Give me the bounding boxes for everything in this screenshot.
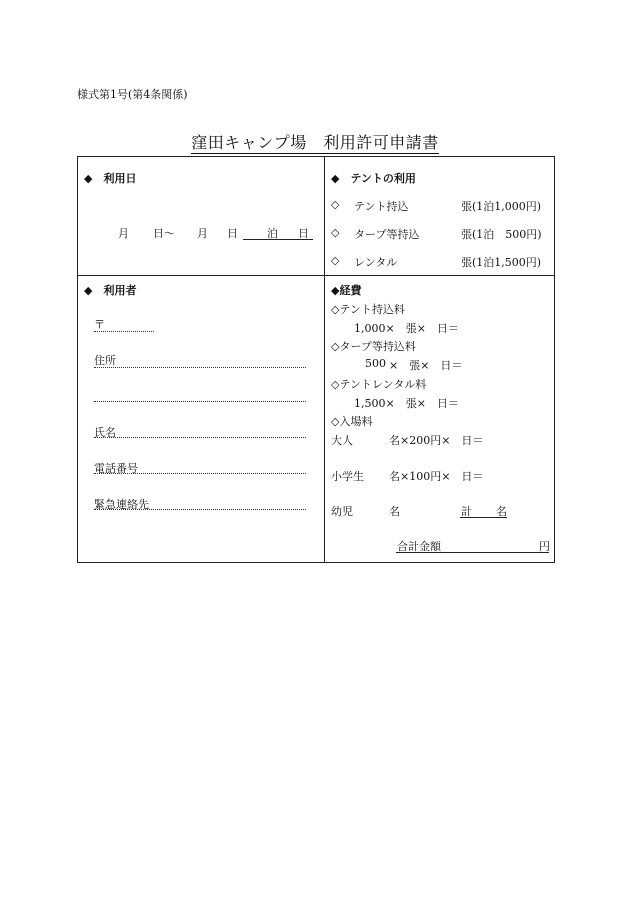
grand-total-label: 合計金額 xyxy=(397,540,441,553)
date-month-1: 月 xyxy=(118,227,129,240)
emergency-field[interactable] xyxy=(94,509,306,510)
page-title: 窪田キャンプ場 利用許可申請書 xyxy=(191,133,439,152)
rental-fee-label: ◇テントレンタル料 xyxy=(331,378,427,391)
date-month-2: 月 xyxy=(197,227,208,240)
entry-fee-label: ◇入場料 xyxy=(331,415,373,428)
date-day-2: 日 xyxy=(227,227,238,240)
tarp-fee-calc: × 張× 日＝ xyxy=(389,359,463,372)
tarp-fee-calc-amount: 500 xyxy=(365,357,386,370)
grand-total-yen: 円 xyxy=(539,540,550,553)
grand-total-field[interactable] xyxy=(396,552,549,553)
tent-bring-label: テント持込 xyxy=(354,200,409,213)
rental-label: レンタル xyxy=(354,256,398,269)
tent-bring-price: 張(1泊1,000円) xyxy=(461,200,542,213)
adult-label: 大人 xyxy=(331,434,353,447)
rental-fee-calc: 1,500× 張× 日＝ xyxy=(354,397,459,410)
tarp-bring-label: タープ等持込 xyxy=(354,228,420,241)
tarp-bring-price: 張(1泊 500円) xyxy=(461,228,542,241)
tarp-fee-label: ◇タープ等持込料 xyxy=(331,340,416,353)
emergency-label: 緊急連絡先 xyxy=(94,498,149,511)
name-field[interactable] xyxy=(94,437,306,438)
address-field-line-1[interactable] xyxy=(94,367,306,368)
fee-section-heading: ◆経費 xyxy=(331,284,362,297)
name-label: 氏名 xyxy=(94,426,116,439)
tent-bring-mark: ◇ xyxy=(331,198,340,211)
date-days-label: 日 xyxy=(298,227,309,240)
date-section-heading: ◆ 利用日 xyxy=(84,172,137,185)
address-label: 住所 xyxy=(94,354,116,367)
postal-code-field[interactable] xyxy=(94,331,154,332)
column-divider xyxy=(324,156,325,563)
tent-bring-fee-calc: 1,000× 張× 日＝ xyxy=(354,322,459,335)
phone-field[interactable] xyxy=(94,473,306,474)
child-label: 小学生 xyxy=(331,470,364,483)
total-persons-label: 計 xyxy=(461,505,472,518)
infant-label: 幼児 xyxy=(331,505,353,518)
date-nights-label: 泊 xyxy=(267,227,278,240)
child-fee-calc: 名×100円× 日＝ xyxy=(389,470,484,483)
phone-label: 電話番号 xyxy=(94,462,138,475)
tarp-bring-mark: ◇ xyxy=(331,226,340,239)
tent-bring-fee-label: ◇テント持込料 xyxy=(331,303,405,316)
total-persons-field[interactable] xyxy=(460,517,507,518)
row-divider xyxy=(77,275,555,276)
form-number: 様式第1号(第4条関係) xyxy=(77,88,188,101)
address-field-line-2[interactable] xyxy=(94,401,306,402)
user-section-heading: ◆ 利用者 xyxy=(84,284,137,297)
adult-fee-calc: 名×200円× 日＝ xyxy=(389,434,484,447)
tent-section-heading: ◆ テントの利用 xyxy=(331,172,416,185)
total-persons-unit: 名 xyxy=(496,505,507,518)
postal-mark: 〒 xyxy=(94,318,105,331)
date-day-1: 日〜 xyxy=(153,227,175,240)
infant-unit: 名 xyxy=(389,505,400,518)
rental-mark: ◇ xyxy=(331,254,340,267)
rental-price: 張(1泊1,500円) xyxy=(461,256,542,269)
